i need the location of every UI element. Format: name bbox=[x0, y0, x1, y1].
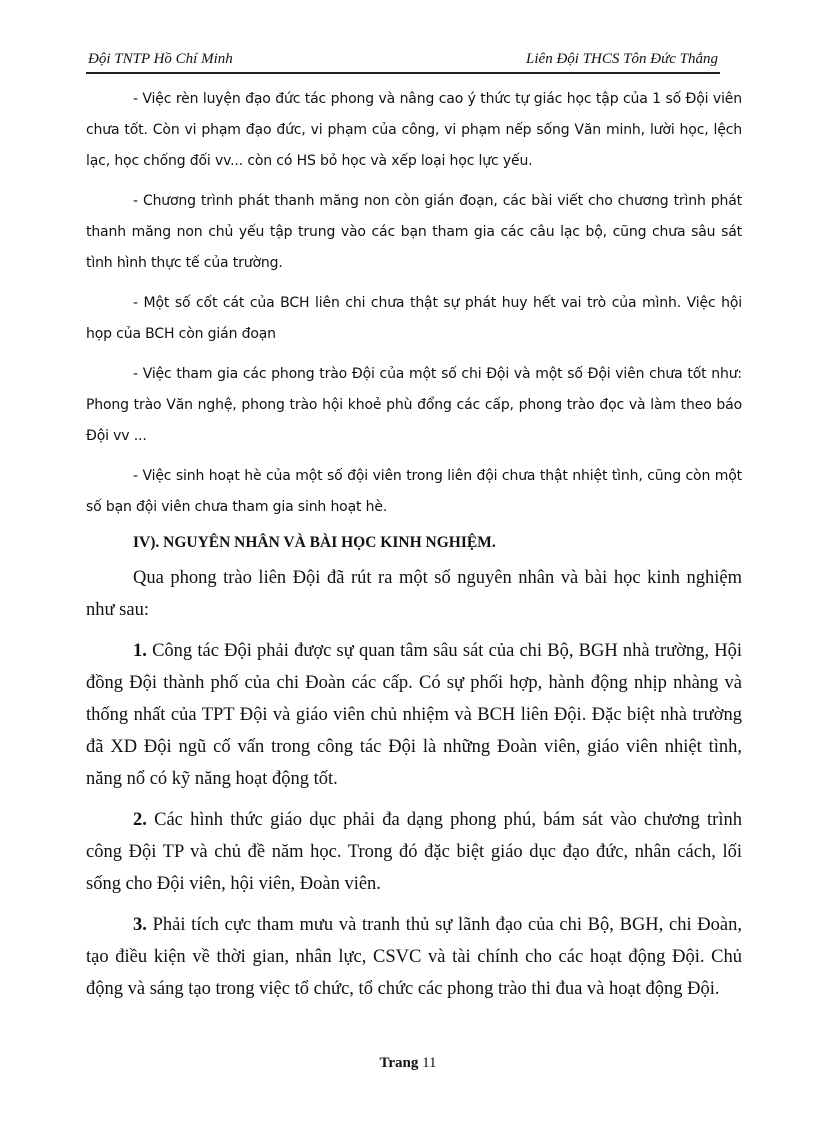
header-organization: Đội TNTP Hồ Chí Minh bbox=[88, 51, 233, 67]
limitation-paragraph: - Việc sinh hoạt hè của một số đội viên trong liên đội chưa thật nhiệt tình, cũng còn một số bạn đội viên chưa tham gia sinh hoạt hè. bbox=[86, 468, 742, 515]
lesson-paragraph bbox=[86, 635, 742, 795]
lesson-number: 1. bbox=[133, 641, 147, 661]
section-intro: Qua phong trào liên Đội đã rút ra một số nguyên nhân và bài học kinh nghiệm như sau: bbox=[86, 568, 742, 620]
limitation-paragraph: - Việc tham gia các phong trào Đội của một số chi Đội và một số Đội viên chưa tốt như: Phong trào Văn nghệ, phong trào hội khoẻ phù đổng các cấp, phong trào đọc và làm theo báo Đội vv ... bbox=[86, 366, 742, 444]
footer-label: Trang bbox=[379, 1055, 419, 1071]
lesson-paragraph bbox=[86, 909, 742, 1005]
document-body bbox=[86, 84, 742, 1014]
page-header bbox=[86, 50, 720, 74]
lesson-number: 2. bbox=[133, 810, 147, 830]
header-school: Liên Đội THCS Tôn Đức Thắng bbox=[526, 51, 718, 67]
limitation-paragraph: - Việc rèn luyện đạo đức tác phong và nâng cao ý thức tự giác học tập của 1 số Đội viên chưa tốt. Còn vi phạm đạo đức, vi phạm của công, vi phạm nếp sống Văn minh, lười học, lệch lạc, học chống đối vv... còn có HS bỏ học và xếp loại học lực yếu. bbox=[86, 91, 742, 169]
lesson-text: Công tác Đội phải được sự quan tâm sâu sát của chi Bộ, BGH nhà trường, Hội đồng Đội thành phố của chi Đoàn các cấp. Có sự phối hợp, hành động nhịp nhàng và thống nhất của TPT Đội và giáo viên chủ nhiệm và BCH liên Đội. Đặc biệt nhà trường đã XD Đội ngũ cố vấn trong công tác Đội là những Đoàn viên, giáo viên nhiệt tình, năng nổ có kỹ năng hoạt động tốt. bbox=[86, 641, 742, 789]
lesson-text: Các hình thức giáo dục phải đa dạng phong phú, bám sát vào chương trình công Đội TP và chủ đề năm học. Trong đó đặc biệt giáo dục đạo đức, nhân cách, lối sống cho Đội viên, hội viên, Đoàn viên. bbox=[86, 810, 742, 894]
limitation-paragraph: - Chương trình phát thanh măng non còn gián đoạn, các bài viết cho chương trình phát thanh măng non chủ yếu tập trung vào các bạn tham gia các câu lạc bộ, cũng chưa sâu sát tình hình thực tế của trường. bbox=[86, 193, 742, 271]
limitation-paragraph: - Một số cốt cát của BCH liên chi chưa thật sự phát huy hết vai trò của mình. Việc hội họp của BCH còn gián đoạn bbox=[86, 295, 742, 342]
section-heading: IV). NGUYÊN NHÂN VÀ BÀI HỌC KINH NGHIỆM. bbox=[133, 534, 496, 551]
lesson-paragraph bbox=[86, 804, 742, 900]
lesson-text: Phải tích cực tham mưu và tranh thủ sự lãnh đạo của chi Bộ, BGH, chi Đoàn, tạo điều kiện về thời gian, nhân lực, CSVC và tài chính cho các hoạt động Đội. Chủ động và sáng tạo trong việc tổ chức, tổ chức các phong trào thi đua và hoạt động Đội. bbox=[86, 915, 742, 999]
page-footer bbox=[0, 1055, 816, 1072]
page-number: 11 bbox=[422, 1055, 437, 1071]
lesson-number: 3. bbox=[133, 915, 147, 935]
